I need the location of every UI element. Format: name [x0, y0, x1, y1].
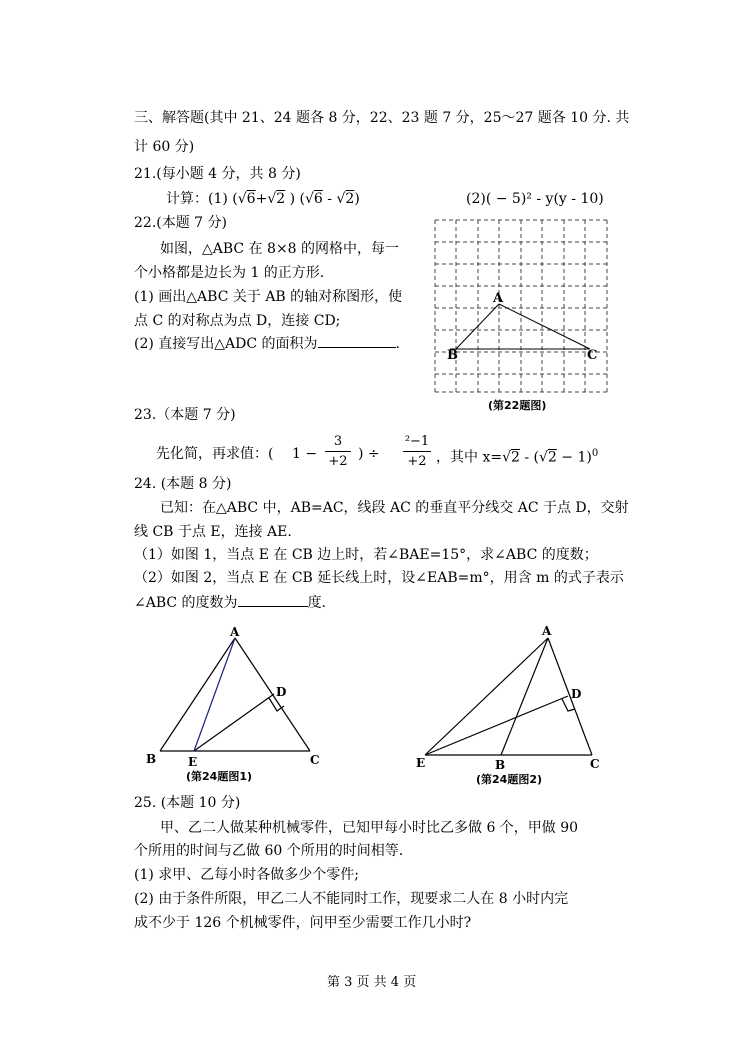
q24-answer-blank[interactable]: [238, 592, 308, 607]
q22-line2: 个小格都是边长为 1 的正方形.: [134, 265, 325, 281]
q24-fig1-label-a: A: [230, 625, 240, 639]
sqrt-sign: √: [305, 191, 314, 207]
q23-frac2-numerator: ²−1: [404, 434, 430, 449]
q24-fig1-label-b: B: [146, 752, 157, 766]
sqrt-sign: √: [502, 449, 511, 466]
q22-label-c: C: [587, 348, 598, 363]
q21-mid: ) (: [285, 191, 305, 207]
q24-figure-1: [140, 622, 340, 788]
q24-line5-text: ∠ABC 的度数为: [134, 595, 238, 611]
q24-fig2-caption: (第24题图2): [476, 773, 543, 786]
q22-answer-blank[interactable]: [318, 333, 396, 348]
page-footer: 第 3 页 共 4 页: [327, 975, 417, 990]
q21-radicand-b: 2: [276, 191, 286, 207]
q24-fig2-label-b: B: [495, 758, 506, 772]
q21-expression-2: (2)( − 5)² - y(y - 10): [466, 191, 604, 207]
q23-where: ，其中 x=: [436, 449, 503, 466]
q25-line1: 甲、乙二人做某种机械零件，已知甲每小时比乙多做 6 个，甲做 90: [160, 820, 579, 836]
section-header-line2: 计 60 分): [134, 139, 195, 155]
q23-condition: [436, 444, 598, 468]
q21-radicand-c: 6: [313, 191, 323, 207]
q23-frac1-denominator: +2: [328, 454, 348, 469]
q22-caption: (第22题图): [488, 399, 547, 412]
q21-minus: -: [322, 191, 337, 207]
q25-line3: (1) 求甲、乙每小时各做多少个零件;: [134, 867, 359, 883]
q23-minus-paren: - (: [519, 449, 540, 466]
q24-fig1-label-d: D: [276, 685, 287, 699]
q23-fraction-2: [402, 434, 432, 469]
sqrt-sign: √: [336, 191, 346, 207]
q22-label-b: B: [447, 348, 458, 363]
q21-end: ): [354, 191, 360, 207]
q25-line5: 成不少于 126 个机械零件，问甲至少需要工作几小时?: [134, 915, 472, 931]
q24-figure-2: [408, 618, 620, 788]
q24-line2: 线 CB 于点 E，连接 AE.: [134, 524, 292, 540]
q21-calc-label: 计算：(1) (: [166, 191, 238, 207]
q21-expression-1: [166, 189, 360, 209]
q22-line5: [134, 333, 400, 354]
q24-fig2-label-d: D: [571, 687, 582, 701]
q22-line5-text: (2) 直接写出△ADC 的面积为: [134, 336, 318, 352]
q25-line4: (2) 由于条件所限，甲乙二人不能同时工作，现要求二人在 8 小时内完: [134, 891, 569, 907]
q24-fig2-label-c: C: [590, 757, 600, 771]
sqrt-sign: √: [237, 191, 247, 207]
q23-minus-one: − 1): [556, 449, 592, 466]
q22-line3: (1) 画出△ABC 关于 AB 的轴对称图形，使: [134, 289, 403, 305]
q22-line1: 如图，△ABC 在 8×8 的网格中，每一: [160, 241, 400, 257]
q24-fig1-line-ae: [194, 638, 235, 751]
q24-line5-end: 度.: [307, 595, 327, 611]
q23-sqrt2b: 2: [547, 449, 557, 466]
q24-fig2-label-a: A: [542, 624, 552, 638]
q24-line1: 已知：在△ABC 中，AB=AC，线段 AC 的垂直平分线交 AC 于点 D，交射: [160, 500, 629, 516]
q24-title: 24. (本题 8 分): [134, 476, 232, 492]
q23-close-div: ) ÷: [358, 446, 380, 462]
q22-grid-figure: [430, 214, 614, 412]
q24-fig1-caption: (第24题图1): [186, 770, 253, 783]
q21-radicand-d: 2: [345, 191, 355, 207]
q22-triangle-abc: [450, 304, 590, 349]
q24-fig1-label-c: C: [310, 753, 320, 767]
q24-line5: [134, 592, 326, 613]
q25-line2: 个所用的时间与乙做 60 个所用的时间相等.: [134, 843, 404, 859]
q23-frac1-numerator: 3: [333, 434, 343, 449]
q24-fig1-lines: [160, 638, 310, 751]
q25-title: 25. (本题 10 分): [134, 795, 241, 811]
q23-zero-exp: 0: [591, 448, 599, 459]
sqrt-sign: √: [267, 191, 277, 207]
section-header-line1: 三、解答题(其中 21、24 题各 8 分，22、23 题 7 分，25～27 题各 10 分. 共: [134, 110, 630, 126]
q22-grid-lines: [435, 220, 607, 392]
q23-sqrt2: 2: [511, 449, 520, 466]
q22-line5-end: .: [395, 336, 400, 352]
q23-frac2-denominator: +2: [407, 454, 427, 469]
q22-title: 22.(本题 7 分): [134, 215, 227, 231]
q21-title: 21.(每小题 4 分，共 8 分): [134, 166, 301, 182]
q23-title: 23.（本题 7 分): [134, 407, 236, 423]
q21-radicand-a: 6: [246, 191, 256, 207]
q21-plus: +: [255, 191, 268, 207]
q22-line4: 点 C 的对称点为点 D，连接 CD;: [134, 313, 341, 329]
q24-fig2-label-e: E: [416, 756, 426, 770]
q23-prefix: 先化简，再求值：(: [156, 446, 274, 462]
q23-one-minus: 1 −: [292, 446, 318, 462]
sqrt-sign: √: [539, 449, 548, 466]
q22-label-a: A: [493, 291, 504, 306]
q24-line3: （1）如图 1，当点 E 在 CB 边上时，若∠BAE=15°，求∠ABC 的度数；: [134, 547, 598, 563]
q23-fraction-1: [324, 434, 352, 469]
q24-fig2-lines: [425, 638, 592, 755]
q24-line4: （2）如图 2，当点 E 在 CB 延长线上时，设∠EAB=m°，用含 m 的式子表示: [134, 570, 624, 586]
q24-fig1-label-e: E: [188, 755, 198, 769]
